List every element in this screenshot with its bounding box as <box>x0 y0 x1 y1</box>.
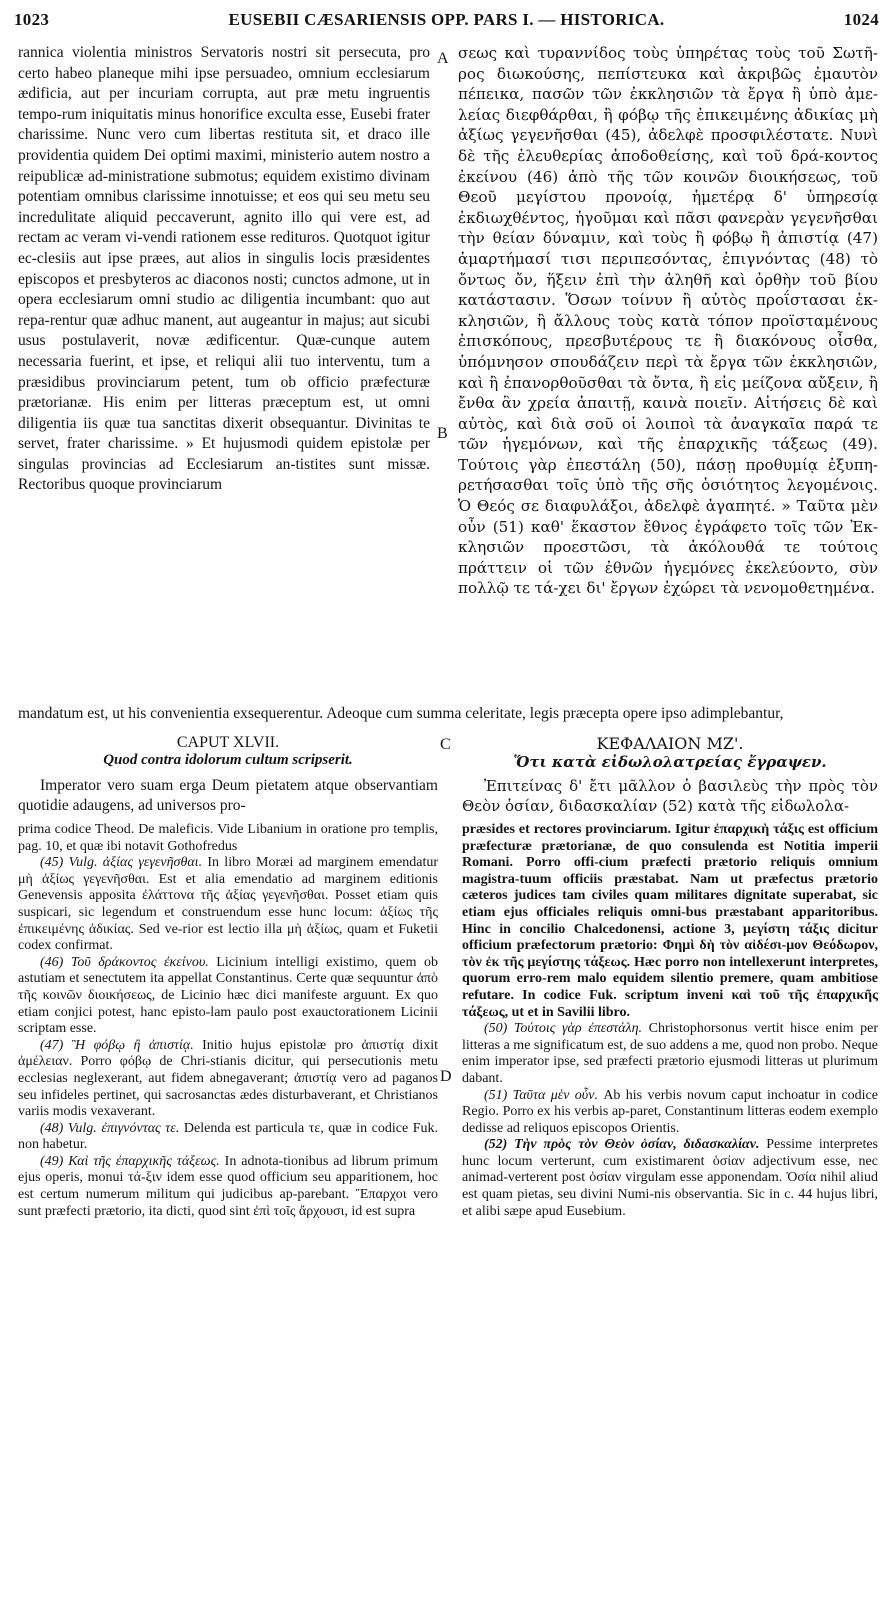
footnote-left: (45) Vulg. ἀξίας γεγενῆσθαι. In libro Moræi ad marginem emendatur μὴ ἀξίως γεγενῆσθαι. Est et alia emendatio ad marginem editionis Genevensis apposita ἐλάττονα τῆς ἀξίας γεγενῆσθαι. Posset etiam quis suspicari, sic legendum et construendum esse hunc locum: ἀξίως τῆς ἐπικειμένης ἀδικίας. Sed ve-rior est lectio illa μὴ ἀξίως, quam et Fuketii codex confirmat. <box>18 855 438 954</box>
page-number-left: 1023 <box>14 10 50 29</box>
footnote-left: (47) Ἢ φόβῳ ἢ ἀπιστίᾳ. Initio hujus epistolæ pro ἀπιστίᾳ dixit ἀμέλειαν. Porro φόβῳ de Chri-stianis dicitur, qui persecutionis metu ecclesias neglexerant, aut fidem abnegaverant; ἀπιστίᾳ vero ad paganos seu infideles pertinet, qui sacrosanctas ædes disturbaverant, et Christianos variis modis vexaverant. <box>18 1037 438 1120</box>
running-header <box>14 10 879 32</box>
chapter-subtitle-latin: Quod contra idolorum cultum scripserit. <box>103 752 353 768</box>
chapter-text-latin-block <box>18 776 438 816</box>
footnote-right: (50) Τούτοις γὰρ ἐπεστάλη. Christophorsonus vertit hisce enim per litteras a me significatum est, de suo addens a me, quod non probo. Neque enim imperator ipse, sed præfecti prætorio ejusmodi litteras ut plurimum dabant. <box>462 1021 878 1086</box>
full-width-text: mandatum est, ut his convenientia exsequerentur. Adeoque cum summa celeritate, legis præcepta opere ipso adimplebantur, <box>18 704 784 722</box>
latin-text: rannica violentia ministros Servatoris nostri sit persecuta, pro certo habeo planeque mihi ipse persuadeo, omnium ecclesiarum ædificia, aut per incuriam corrupta, aut præ metu ingruentis tempo-rum iniquitatis minus honorifice exculta esse, Eusebi frater charissime. Nunc vero cum libertas restituta sit, et draco ille providentia quidem Dei optimi maximi, ministerio autem nostro a reipublicæ ad-ministratione submotus; equidem existimo divinam potentiam omnibus clarissime innotuisse; et eos qui seu metu seu incredulitate aliquid peccaverunt, agnito illo qui vere est, ad rectam ac veram vi-vendi rationem esse redituros. Quotquot igitur ec-clesiis aut ipse præes, aut alios in singulis locis præsidentes episcopos et presbyteros ac diaconos nosti; cunctos admone, ut in opera ecclesiarum omni studio ac diligentia incumbant: quo aut repa-rentur quæ adhuc manent, aut augeantur in majus; aut sicubi usus postulaverit, novæ ædificentur. Quæ-cunque autem necessaria fuerint, et ipse, et reliqui alii tuo interventu, tum a præsidibus provinciarum petent, tum ob officio præfecturæ prætorianæ. His enim per litteras præceptum est, ut omni diligentia iis quæ tua sanctitas dixerit obsequantur. Divinitas te servet, frater charissime. » Et hujusmodi quidem epistolæ per singulas provincias ad Ecclesiarum an-tistites sunt missæ. Rectoribus quoque provinciarum <box>18 44 430 494</box>
greek-text: σεως καὶ τυραννίδος τοὺς ὑπηρέτας τοὺς τοῦ Σωτῆ-ρος διωκούσης, πεπίστευκα καὶ ἀκριβῶς ἐμαυτὸν πέπεικα, πασῶν τῶν ἐκκλησιῶν τὰ ἔργα ἢ ὑπὸ ἀμε-λείας διεφθάρθαι, ἢ φόβῳ τῆς ἐπικειμένης ἀδικίας μὴ ἀξίως γεγενῆσθαι (45), ἀδελφὲ προσφιλέστατε. Νυνὶ δὲ τῆς ἐλευθερίας ἀποδοθείσης, καὶ τοῦ δρά-κοντος ἐκείνου (46) ἀπὸ τῆς τῶν κοινῶν διοικήσεως, τοῦ Θεοῦ μεγίστου προνοίᾳ, ἡμετέρᾳ δ' ὑπηρεσίᾳ ἐκδιωχθέντος, ἡγοῦμαι καὶ πᾶσι φανερὰν γεγενῆσθαι τὴν θείαν δύναμιν, καὶ τοὺς ἢ φόβῳ ἢ ἀπιστίᾳ (47) ἁμαρτήμασί τισι περιπεσόντας, ἐπιγνόντας (48) τὸ ὄντως ὄν, ἥξειν ἐπὶ τὴν ἀληθῆ καὶ ὀρθὴν τοῦ βίου κατάστασιν. Ὅσων τοίνυν ἢ αὐτὸς προΐστασαι ἐκ-κλησιῶν, ἢ ἄλλους τοὺς κατὰ τόπον προϊσταμένους ἐπισκόπους, πρεσβυτέρους τε ἢ διακόνους οἶσθα, ὑπόμνησον σπουδάζειν περὶ τὰ ἔργα τῶν ἐκκλησιῶν, καὶ ἢ ἐπανορθοῦσθαι τὰ ὄντα, ἢ εἰς μείζονα αὔξειν, ἢ ἔνθα ἂν χρεία ἀπαιτῇ, καινὰ ποιεῖν. Αἰτήσεις δὲ καὶ αὐτὸς, καὶ διὰ σοῦ οἱ λοιποὶ τὰ ἀναγκαῖα παρά τε τῶν ἡγεμόνων, καὶ τῆς ἐπαρχικῆς τάξεως (49). Τούτοις γὰρ ἐπεστάλη (50), πάσῃ προθυμίᾳ ἐξυπη-ρετήσασθαι τοῖς ὑπὸ τῆς σῆς ὁσιότητος λεγομένοις. Ὁ Θεός σε διαφυλάξοι, ἀδελφὲ ἀγαπητέ. » Ταῦτα μὲν οὖν (51) καθ' ἕκαστον ἔθνος ἐγράφετο τοῖς τῶν Ἐκ-κλησιῶν προεστῶσι, τὰ ἀκόλουθά τε τούτοις πράττειν οἱ τῶν ἐθνῶν ἡγεμόνες ἐκελεύοντο, σὺν πολλῷ τε τά-χει δι' ἔργων ἐχώρει τὰ νενομοθετημένα. <box>458 44 878 598</box>
chapter-heading-latin <box>18 734 438 769</box>
footnote-left: (49) Καὶ τῆς ἐπαρχικῆς τάξεως. In adnota-tionibus ad librum primum ejus operis, monui τά-ξιν idem esse quod officium seu apparitionem, hoc est certum numerum militum qui judicibus ap-parebant. Ἔπαρχοι vero sunt præfecti prætorio, ita dicti, quod sint ἐπὶ τοῖς ἄρχουσι, id est supra <box>18 1153 438 1219</box>
margin-letter-a: A <box>437 50 449 67</box>
chapter-text-latin: Imperator vero suam erga Deum pietatem atque observantiam quotidie adaugens, ad universos pro- <box>18 777 438 814</box>
margin-letter-b: B <box>437 425 448 442</box>
chapter-title-latin: CAPUT XLVII. <box>176 734 280 751</box>
footnote-left: (46) Τοῦ δράκοντος ἐκείνου. Licinium intelligi existimo, quem ob astutiam et senectutem ita appellat Constantinus. Certe quæ sequuntur ἀπὸ τῆς κοινῶν διοικήσεως, de Licinio hæc dici manifeste arguunt. Ex quo etiam conjici potest, hanc episto-lam paulo post exauctorationem Licinii scriptam esse. <box>18 954 438 1037</box>
latin-column <box>18 43 430 496</box>
margin-letter-c: C <box>440 736 451 753</box>
footnote-right: (51) Ταῦτα μὲν οὖν. Ab his verbis novum caput inchoatur in codice Regio. Porro ex his verbis ap-paret, Constantinum litteras eodem exemplo dedisse ad reliquos episcopos Orientis. <box>462 1087 878 1136</box>
chapter-text-greek-block <box>462 776 878 816</box>
footnote-right: præsides et rectores provinciarum. Igitur ἐπαρχικὴ τάξις est officium præfecturæ prætorianæ, de quo consulenda est Notitia imperii Romani. Porro offi-cium præfecti prætorio reliquis omnium magistra-tuum officiis præstabat. Nam ut præfectus prætorio cæteros judices tam civiles quam militares dignitate superabat, sic etiam ejus officiales reliquis omni-bus præstabant apparitoribus. Hinc in concilio Chalcedonensi, actione 3, μεγίστη τάξις dicitur officium præfectorum prætorio: Φημὶ δὴ τὸν αἰδέσι-μον Θεόδωρον, τὸν ἐκ τῆς μεγίστης τάξεως. Hæc porro non intellexerunt interpretes, quorum erro-rem malo equidem silentio premere, quam ambitiose refutare. In codice Fuk. scriptum inveni καὶ τοῦ τῆς ἐπαρχικῆς τάξεως, ut et in Savilii libro. <box>462 822 878 1020</box>
footnotes-right <box>462 822 878 1220</box>
chapter-subtitle-greek: Ὅτι κατὰ εἰδωλολατρείας ἔγραψεν. <box>513 753 827 771</box>
full-width-line <box>18 688 878 740</box>
footnote-left: prima codice Theod. De maleficis. Vide Libanium in oratione pro templis, pag. 10, et quæ ibi notavit Gothofredus <box>18 822 438 854</box>
chapter-title-greek: ΚΕΦΑΛΑΙΟΝ ΜΖ'. <box>596 734 744 753</box>
chapter-heading-greek <box>462 734 878 771</box>
footnote-right: (52) Τὴν πρὸς τὸν Θεὸν ὁσίαν, διδασκαλίαν. Pessime interpretes hunc locum verterunt, cum existimarent ὁσίαν adjectivum esse, nec animad-verterent post ὁσίαν virgulam esse apponendam. Ὁσία nihil aliud est quam pietas, seu divini Numi-nis observantia. Sic in c. 44 hujus libri, et alibi sæpe apud Eusebium. <box>462 1137 878 1219</box>
greek-column <box>458 43 878 599</box>
footnote-left: (48) Vulg. ἐπιγνόντας τε. Delenda est particula τε, quæ in codice Fuk. non habetur. <box>18 1120 438 1153</box>
running-title: EUSEBII CÆSARIENSIS OPP. PARS I. — HISTORICA. <box>228 10 665 29</box>
page-number-right: 1024 <box>843 10 879 29</box>
chapter-text-greek: Ἐπιτείνας δ' ἔτι μᾶλλον ὁ βασιλεὺς τὴν πρὸς τὸν Θεὸν ὁσίαν, διδασκαλίαν (52) κατὰ τῆς εἰδωλολα- <box>462 777 878 815</box>
footnotes-left <box>18 822 438 1220</box>
margin-letter-d: D <box>440 1068 452 1085</box>
